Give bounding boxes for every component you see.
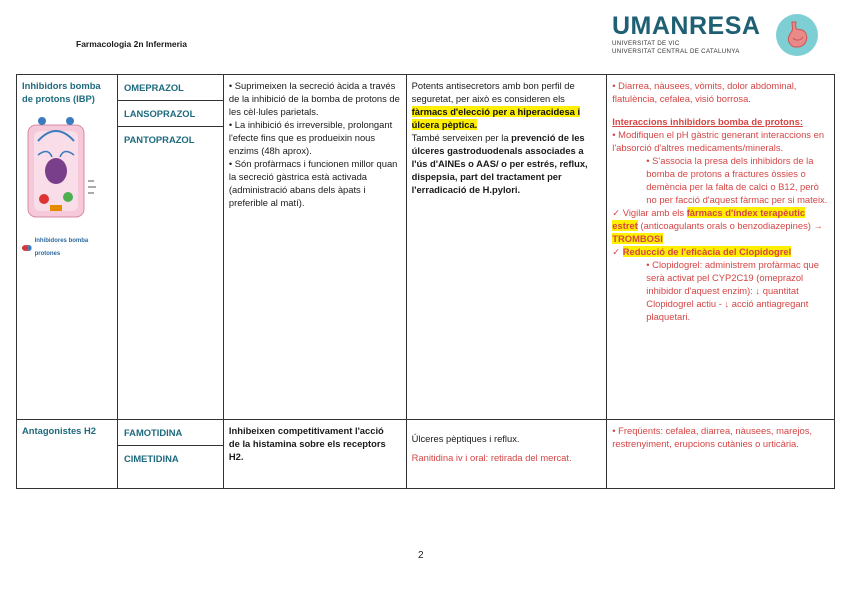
adverse-effects: • Diarrea, nàusees, vòmits, dolor abdominal, flatulència, cefalea, visió borrosa. [612,80,797,104]
mechanism-point: • Suprimeixen la secreció àcida a través de la inhibició de la bomba de protons de les cèl·lules parietals. [228,80,400,117]
clopidogrel-detail: • Clopidogrel: administrem profàrmac que serà activat pel CYP2C19 (omeprazol inhibidor d'aquest enzim): ↓ quantitat Clopidogrel actiu - ↓ acció antiagregant plaquetari. [646,259,819,322]
ibp-mechanism-cell [223,75,406,420]
interactions-title: Interaccions inhibidors bomba de protons: [612,116,803,127]
mechanism-point: • Són profàrmacs i funcionen millor quan la secreció gàstrica està activada (administració abans dels àpats i preferible al matí). [228,158,398,208]
h2-mechanism-l2: de la histamina sobre els receptors H2. [228,438,386,462]
drug-lansoprazol: LANSOPRAZOL [117,101,223,127]
ibp-indications-cell [406,75,607,420]
caption-text: Inhibidores bomba protones [34,238,89,257]
parietal-cell-illustration [22,111,104,231]
drug-famotidina: FAMOTIDINA [117,420,223,446]
group-name-ibp: Inhibidors bomba de protons (IBP) [22,80,101,104]
ibp-adverse-cell [607,75,835,420]
h2-adverse: • Freqüents: cefalea, diarrea, nàusees, marejos, restrenyiment, erupcions cutànies o urticària. [607,420,835,489]
logo-sub-text-1: UNIVERSITAT DE VIC [612,40,680,47]
check2-mark: ✓ [612,246,621,257]
course-title: Farmacologia 2n Infermeria [76,39,188,49]
indication-bold: prevenció de les úlceres gastroduodenals associades a l'ús d'AINEs o AAS/ o per estrés, reflux, dispepsia, part del tractament per l'erradicació de H.pylori. [411,132,588,195]
indication-text: Potents antisecretors amb bon perfil de seguretat, per això es consideren els [411,80,575,104]
h2-indication: Úlceres pèptiques i reflux. [411,433,520,444]
page-number: 2 [418,550,424,561]
group-ibp-cell [17,75,118,420]
stomach-icon [776,14,818,56]
drug-omeprazol: OMEPRAZOL [117,75,223,101]
table-row-h2 [17,420,835,446]
check1-thrombosis: TROMBOSI [612,233,663,244]
h2-mechanism-cell [223,420,406,489]
group-name-h2: Antagonistes H2 [17,420,118,489]
illustration-caption [22,235,112,261]
mechanism-point: • La inhibició és irreversible, prolongant l'efecte fins que es produeixin nous enzims (48h aprox). [228,119,393,156]
check1-highlight: fàrmacs d'índex terapèutic estret [612,207,806,231]
interactions-intro: • Modifiquen el pH gàstric generant interaccions en l'absorció d'altres medicaments/minerals. [612,129,825,153]
h2-indications-cell [406,420,607,489]
table-row-ibp [17,75,835,101]
logo-sub-text-2: UNIVERSITAT CENTRAL DE CATALUNYA [612,48,740,55]
university-logo [612,12,772,62]
logo-main-text: UMANRESA [612,12,761,40]
indication-text-2: També serveixen per la [411,132,509,143]
check-narrow-index [612,206,829,245]
interactions-sub: • S'associa la presa dels inhibidors de la bomba de protons a fractures òssies o demència per la falta de calci o B12, però no per facció d'aquest fàrmac per si mateix. [646,155,828,205]
check1-post: (anticoagulants orals o benzodiazepines) → [640,220,823,231]
check2-highlight: Reducció de l'eficàcia del Clopidogrel [622,246,792,257]
check1-pre: ✓ Vigilar amb els [612,207,685,218]
drug-cimetidina: CIMETIDINA [117,446,223,489]
h2-note: Ranitidina iv i oral: retirada del mercat. [411,452,572,463]
h2-mechanism-l1: Inhibeixen competitivament l'acció [228,425,384,436]
check-clopidogrel [612,245,829,258]
drug-pantoprazol: PANTOPRAZOL [117,127,223,420]
drug-table [16,74,835,489]
indication-highlight: fàrmacs d'elecció per a hiperacidesa i úlcera pèptica. [411,106,581,130]
